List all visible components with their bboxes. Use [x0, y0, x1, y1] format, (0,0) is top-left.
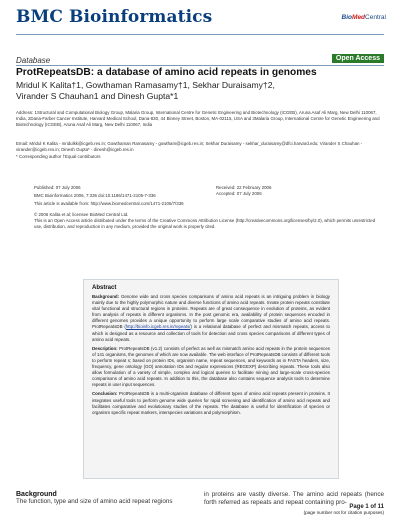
- body-column-right: in proteins are vastly diverse. The amino acid repeats (hence forth referred as repeats and repeat containing pro-: [204, 491, 384, 506]
- author-emails: Email: Mridul K Kalita - mridulkk@icgeb.res.in; Gowthaman Ramasamy - gowtham@icgeb.res.in; Sekhar Duraisamy - sekhar_duraisamy@dfci.harvard.edu; Virander S Chauhan - virander@icgeb.res.in; Dinesh Gupta* - dinesh@icgeb.res.in: [16, 141, 363, 152]
- journal-title: BMC Bioinformatics: [16, 7, 213, 27]
- abstract-box: [83, 279, 339, 479]
- open-access-badge: Open Access: [332, 54, 384, 63]
- abstract-conclusion: Conclusion: ProtRepeatsDB is a multi-organism database of different types of amino acid repeats present in proteins. It integrates useful tools to perform genome wide queries for rapid screening and identification of amino acid repeats and facilitates comparative and evolutionary studies of the repeats. The database is useful for identification of species or organism specific repeat markers, interspecies variations and polymorphism.: [92, 391, 330, 415]
- affiliation-address: Address: 1Structural and Computational Biology Group, Malaria Group, International Centre for Genetic Engineering and Biotechnology (ICGEB), Aruna Asaf Ali Marg, New Delhi 110067, India, 2Dana-Farber Cancer Institute, Harvard Medical School, Dana-830, 44 Binney Street, Boston, MA-02115, USA and 3Malaria Group, International Centre for Genetic Engineering and Biotechnology (ICGEB), Aruna Asaf Ali Marg, New Delhi 110067, India: [16, 110, 380, 127]
- published-date: Published: 07 July 2006: [34, 185, 81, 190]
- license-text: This is an Open Access article distributed under the terms of the Creative Commons Attribution License (http://creativecommons.org/licenses/by/2.0), which permits unrestricted use, distribution, and reproduction in any medium, provided the original work is properly cited.: [34, 218, 376, 229]
- corresponding-note: * Corresponding author †Equal contributors: [16, 154, 101, 159]
- database-link[interactable]: http://bioinfo.icgeb.res.in/repeats/: [125, 324, 191, 330]
- article-type: Database: [16, 56, 51, 65]
- received-date: Received: 22 February 2006: [216, 185, 272, 190]
- article-title: ProtRepeatsDB: a database of amino acid repeats in genomes: [16, 67, 317, 78]
- page-number: [304, 504, 384, 515]
- abstract-description: Description: ProtRepeatsDB (v1.2) consists of perfect as well as mismatch amino acid repeats in the protein sequences of 141 organisms, the genomes of which are now available. The web interface of ProtRepeatsDB consists of different tools to perform repeat s; based on protein IDs, organism name, repeat sequences, and keywords as in FASTA headers, size, frequency, gene ontology (GO) annotation IDs and regular expressions (REGEXP) describing repeats. These tools also allow formulation of a variety of simple, complex and logical queries to facilitate mining and large-scale cross-species comparisons of amino acid repeats. In addition to this, the database also contains sequence analysis tools to determine repeats in user input sequences.: [92, 345, 330, 388]
- header-rule: [16, 34, 384, 35]
- journal-header: [0, 0, 400, 34]
- title-rule: [16, 65, 384, 66]
- page-label: Page 1 of 11: [349, 504, 384, 510]
- page-note: (page number not for citation purposes): [303, 510, 384, 515]
- body-column-left: The function, type and size of amino acid repeat regions: [16, 498, 173, 505]
- author-list: [16, 80, 386, 102]
- authors-line: Virander S Chauhan1 and Dinesh Gupta*1: [16, 91, 179, 101]
- abstract-background: Background: Genome wide and cross species comparisons of amino acid repeats is an intriguing problem in biology mainly due to the highly polymorphic nature and diverse functions of amino acid repeats. Innate protein repeats constitute vital functional and structural regions in proteins. Repeats are of great consequence in evolution of proteins, as evident from analysis of repeats in different organisms. In the post genomic era, availability of protein sequences encoded in different genomes provides a unique opportunity to perform large scale comparative studies of amino acid repeats. ProtRepeatsDB (http://bioinfo.icgeb.res.in/repeats/) is a relational database of perfect and mismatch repeats, access to which is designed as a resource and collection of tools for detection and cross species comparisons of different types of amino acid repeats.: [92, 294, 330, 342]
- abstract-heading: Abstract: [92, 285, 117, 291]
- copyright: © 2006 Kalita et al; licensee BioMed Central Ltd.: [34, 212, 129, 217]
- authors-line: Mridul K Kalita†1, Gowthaman Ramasamy†1, Sekhar Duraisamy†2,: [16, 80, 275, 90]
- background-heading: Background: [16, 491, 57, 498]
- article-url: This article is available from: http://www.biomedcentral.com/1471-2105/7/336: [34, 201, 184, 206]
- biomedcentral-logo: BioMedCentral: [341, 13, 386, 21]
- citation: BMC Bioinformatics 2006, 7:336 doi:10.1186/1471-2105-7-336: [34, 193, 156, 198]
- accepted-date: Accepted: 07 July 2006: [216, 191, 262, 196]
